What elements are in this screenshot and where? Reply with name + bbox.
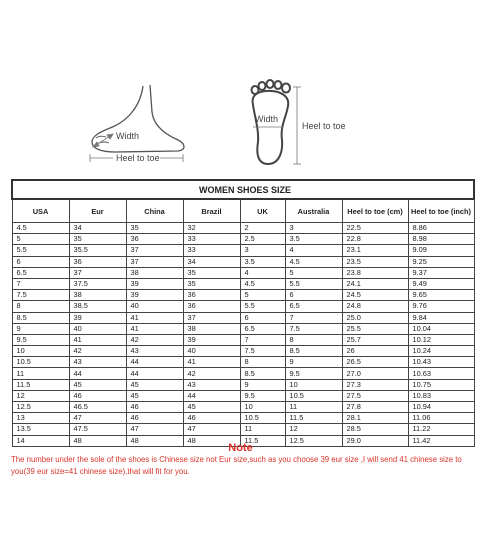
table-cell: 11 — [285, 402, 342, 413]
table-cell: 12.5 — [12, 402, 69, 413]
table-cell: 43 — [126, 346, 183, 357]
table-cell: 23.1 — [342, 245, 408, 256]
table-cell: 3 — [285, 223, 342, 234]
side-foot-icon — [92, 85, 184, 152]
sole-width-label: Width — [255, 114, 279, 124]
table-cell: 24.8 — [342, 301, 408, 312]
table-cell: 38 — [126, 267, 183, 278]
table-cell: 41 — [126, 323, 183, 334]
table-cell: 47.5 — [69, 424, 126, 435]
sole-heel-to-toe-arrow — [293, 87, 301, 164]
table-cell: 3.5 — [240, 256, 285, 267]
table-cell: 8.98 — [408, 234, 474, 245]
table-cell: 45 — [126, 390, 183, 401]
table-cell: 9.25 — [408, 256, 474, 267]
table-cell: 4 — [240, 267, 285, 278]
table-cell: 7.5 — [12, 290, 69, 301]
table-cell: 44 — [183, 390, 240, 401]
table-row — [12, 256, 474, 267]
table-cell: 47 — [69, 413, 126, 424]
table-cell: 6.5 — [12, 267, 69, 278]
table-cell: 11 — [12, 368, 69, 379]
table-cell: 41 — [69, 334, 126, 345]
table-cell: 10.63 — [408, 368, 474, 379]
table-header-row — [12, 199, 474, 223]
table-row — [12, 390, 474, 401]
table-cell: 42 — [183, 368, 240, 379]
table-cell: 10.75 — [408, 379, 474, 390]
table-cell: 45 — [183, 402, 240, 413]
table-cell: 36 — [69, 256, 126, 267]
foot-measurement-diagrams — [0, 0, 481, 175]
table-cell: 42 — [69, 346, 126, 357]
table-body — [12, 223, 474, 447]
table-row — [12, 245, 474, 256]
table-cell: 25.5 — [342, 323, 408, 334]
table-cell: 3 — [240, 245, 285, 256]
table-cell: 45 — [126, 379, 183, 390]
table-cell: 10 — [240, 402, 285, 413]
table-cell: 9.49 — [408, 278, 474, 289]
note-title: Note — [228, 442, 253, 454]
table-cell: 37.5 — [69, 278, 126, 289]
table-cell: 28.5 — [342, 424, 408, 435]
table-cell: 35 — [183, 267, 240, 278]
table-cell: 9.5 — [240, 390, 285, 401]
table-row — [12, 368, 474, 379]
table-row — [12, 267, 474, 278]
table-cell: 7 — [240, 334, 285, 345]
table-cell: 46 — [183, 413, 240, 424]
table-row — [12, 357, 474, 368]
table-row — [12, 323, 474, 334]
table-cell: 35 — [183, 278, 240, 289]
table-cell: 2.5 — [240, 234, 285, 245]
table-cell: 44 — [69, 368, 126, 379]
table-cell: 9.65 — [408, 290, 474, 301]
table-cell: 3.5 — [285, 234, 342, 245]
column-header: USA — [12, 199, 69, 223]
table-cell: 4.5 — [240, 278, 285, 289]
table-cell: 40 — [183, 346, 240, 357]
table-cell: 10.5 — [240, 413, 285, 424]
column-header: Heel to toe (inch) — [408, 199, 474, 223]
table-cell: 8.5 — [12, 312, 69, 323]
table-cell: 10.24 — [408, 346, 474, 357]
table-cell: 37 — [126, 245, 183, 256]
table-cell: 27.5 — [342, 390, 408, 401]
table-cell: 39 — [183, 334, 240, 345]
column-header: Australia — [285, 199, 342, 223]
column-header: China — [126, 199, 183, 223]
note-text: The number under the sole of the shoes is Chinese size not Eur size,such as you choose 39 eur size ,I will send 41 chinese size to you(39 eur size=41 chinese size),that will fit for you. — [11, 455, 462, 476]
table-cell: 24.5 — [342, 290, 408, 301]
table-cell: 8 — [240, 357, 285, 368]
table-row — [12, 413, 474, 424]
table-cell: 7 — [285, 312, 342, 323]
table-cell: 27.0 — [342, 368, 408, 379]
table-cell: 39 — [126, 290, 183, 301]
table-cell: 6 — [240, 312, 285, 323]
table-cell: 8.5 — [285, 346, 342, 357]
table-cell: 36 — [183, 301, 240, 312]
table-cell: 7.5 — [285, 323, 342, 334]
table-cell: 47 — [126, 424, 183, 435]
table-cell: 13 — [12, 413, 69, 424]
table-cell: 14 — [12, 435, 69, 446]
table-cell: 10.83 — [408, 390, 474, 401]
table-cell: 8.86 — [408, 223, 474, 234]
table-cell: 4.5 — [12, 223, 69, 234]
table-cell: 5 — [12, 234, 69, 245]
table-cell: 39 — [126, 278, 183, 289]
table-cell: 35.5 — [69, 245, 126, 256]
table-cell: 12 — [285, 424, 342, 435]
table-cell: 8 — [12, 301, 69, 312]
table-cell: 13.5 — [12, 424, 69, 435]
table-cell: 47 — [183, 424, 240, 435]
table-cell: 10.5 — [12, 357, 69, 368]
table-cell: 43 — [183, 379, 240, 390]
table-cell: 4.5 — [285, 256, 342, 267]
table-cell: 41 — [183, 357, 240, 368]
table-cell: 11 — [240, 424, 285, 435]
table-cell: 42 — [126, 334, 183, 345]
table-cell: 23.8 — [342, 267, 408, 278]
table-cell: 40 — [126, 301, 183, 312]
table-cell: 22.5 — [342, 223, 408, 234]
table-cell: 37 — [126, 256, 183, 267]
table-cell: 25.0 — [342, 312, 408, 323]
table-cell: 11.5 — [240, 435, 285, 446]
table-cell: 9.84 — [408, 312, 474, 323]
table-cell: 38.5 — [69, 301, 126, 312]
table-cell: 5.5 — [240, 301, 285, 312]
table-row — [12, 379, 474, 390]
table-cell: 11.42 — [408, 435, 474, 446]
table-cell: 5.5 — [12, 245, 69, 256]
table-cell: 9.5 — [285, 368, 342, 379]
table-row — [12, 334, 474, 345]
table-cell: 6 — [285, 290, 342, 301]
table-row — [12, 234, 474, 245]
table-title: WOMEN SHOES SIZE — [12, 180, 474, 199]
table-cell: 10 — [285, 379, 342, 390]
table-cell: 9.5 — [12, 334, 69, 345]
table-cell: 9.09 — [408, 245, 474, 256]
table-cell: 2 — [240, 223, 285, 234]
table-cell: 35 — [69, 234, 126, 245]
table-cell: 33 — [183, 245, 240, 256]
table-row — [12, 301, 474, 312]
table-cell: 24.1 — [342, 278, 408, 289]
table-cell: 28.1 — [342, 413, 408, 424]
table-row — [12, 290, 474, 301]
table-cell: 10 — [12, 346, 69, 357]
table-row — [12, 312, 474, 323]
table-cell: 25.7 — [342, 334, 408, 345]
table-cell: 27.8 — [342, 402, 408, 413]
table-cell: 46 — [126, 402, 183, 413]
table-cell: 4 — [285, 245, 342, 256]
table-cell: 11.5 — [285, 413, 342, 424]
table-row — [12, 223, 474, 234]
table-cell: 37 — [183, 312, 240, 323]
table-cell: 11.5 — [12, 379, 69, 390]
table-row — [12, 346, 474, 357]
table-cell: 9 — [240, 379, 285, 390]
table-cell: 5.5 — [285, 278, 342, 289]
table-cell: 41 — [126, 312, 183, 323]
table-cell: 10.94 — [408, 402, 474, 413]
table-cell: 46 — [126, 413, 183, 424]
table-cell: 10.43 — [408, 357, 474, 368]
table-cell: 40 — [69, 323, 126, 334]
table-cell: 38 — [69, 290, 126, 301]
table-cell: 11.22 — [408, 424, 474, 435]
table-cell: 5 — [285, 267, 342, 278]
table-cell: 39 — [69, 312, 126, 323]
table-cell: 38 — [183, 323, 240, 334]
table-row — [12, 278, 474, 289]
table-cell: 8.5 — [240, 368, 285, 379]
table-cell: 34 — [183, 256, 240, 267]
table-cell: 10.12 — [408, 334, 474, 345]
table-cell: 26 — [342, 346, 408, 357]
table-cell: 6.5 — [240, 323, 285, 334]
table-cell: 45 — [69, 379, 126, 390]
table-cell: 46.5 — [69, 402, 126, 413]
table-cell: 5 — [240, 290, 285, 301]
foot-diagrams-svg — [0, 0, 481, 175]
table-cell: 11.06 — [408, 413, 474, 424]
table-cell: 6 — [12, 256, 69, 267]
table-cell: 10.04 — [408, 323, 474, 334]
table-cell: 34 — [69, 223, 126, 234]
side-heel-label: Heel to toe — [116, 153, 160, 163]
table-cell: 10.5 — [285, 390, 342, 401]
column-header: Heel to toe (cm) — [342, 199, 408, 223]
table-cell: 6.5 — [285, 301, 342, 312]
table-row — [12, 424, 474, 435]
table-cell: 48 — [126, 435, 183, 446]
table-cell: 48 — [183, 435, 240, 446]
table-cell: 44 — [126, 368, 183, 379]
table-cell: 9.37 — [408, 267, 474, 278]
table-cell: 36 — [183, 290, 240, 301]
table-cell: 9 — [285, 357, 342, 368]
table-cell: 26.5 — [342, 357, 408, 368]
table-cell: 43 — [69, 357, 126, 368]
table-cell: 8 — [285, 334, 342, 345]
table-cell: 7 — [12, 278, 69, 289]
table-cell: 44 — [126, 357, 183, 368]
size-table — [11, 179, 475, 447]
table-cell: 9.76 — [408, 301, 474, 312]
table-cell: 48 — [69, 435, 126, 446]
table-cell: 7.5 — [240, 346, 285, 357]
table-cell: 12.5 — [285, 435, 342, 446]
column-header: UK — [240, 199, 285, 223]
column-header: Brazil — [183, 199, 240, 223]
table-cell: 33 — [183, 234, 240, 245]
table-cell: 12 — [12, 390, 69, 401]
column-header: Eur — [69, 199, 126, 223]
table-cell: 35 — [126, 223, 183, 234]
table-cell: 9 — [12, 323, 69, 334]
table-cell: 29.0 — [342, 435, 408, 446]
size-chart — [11, 179, 473, 447]
table-row — [12, 402, 474, 413]
table-cell: 36 — [126, 234, 183, 245]
sole-heel-label: Heel to toe — [302, 121, 346, 131]
table-cell: 37 — [69, 267, 126, 278]
side-width-label: Width — [116, 131, 140, 141]
table-cell: 23.5 — [342, 256, 408, 267]
table-cell: 27.3 — [342, 379, 408, 390]
table-cell: 22.8 — [342, 234, 408, 245]
table-cell: 32 — [183, 223, 240, 234]
table-cell: 46 — [69, 390, 126, 401]
